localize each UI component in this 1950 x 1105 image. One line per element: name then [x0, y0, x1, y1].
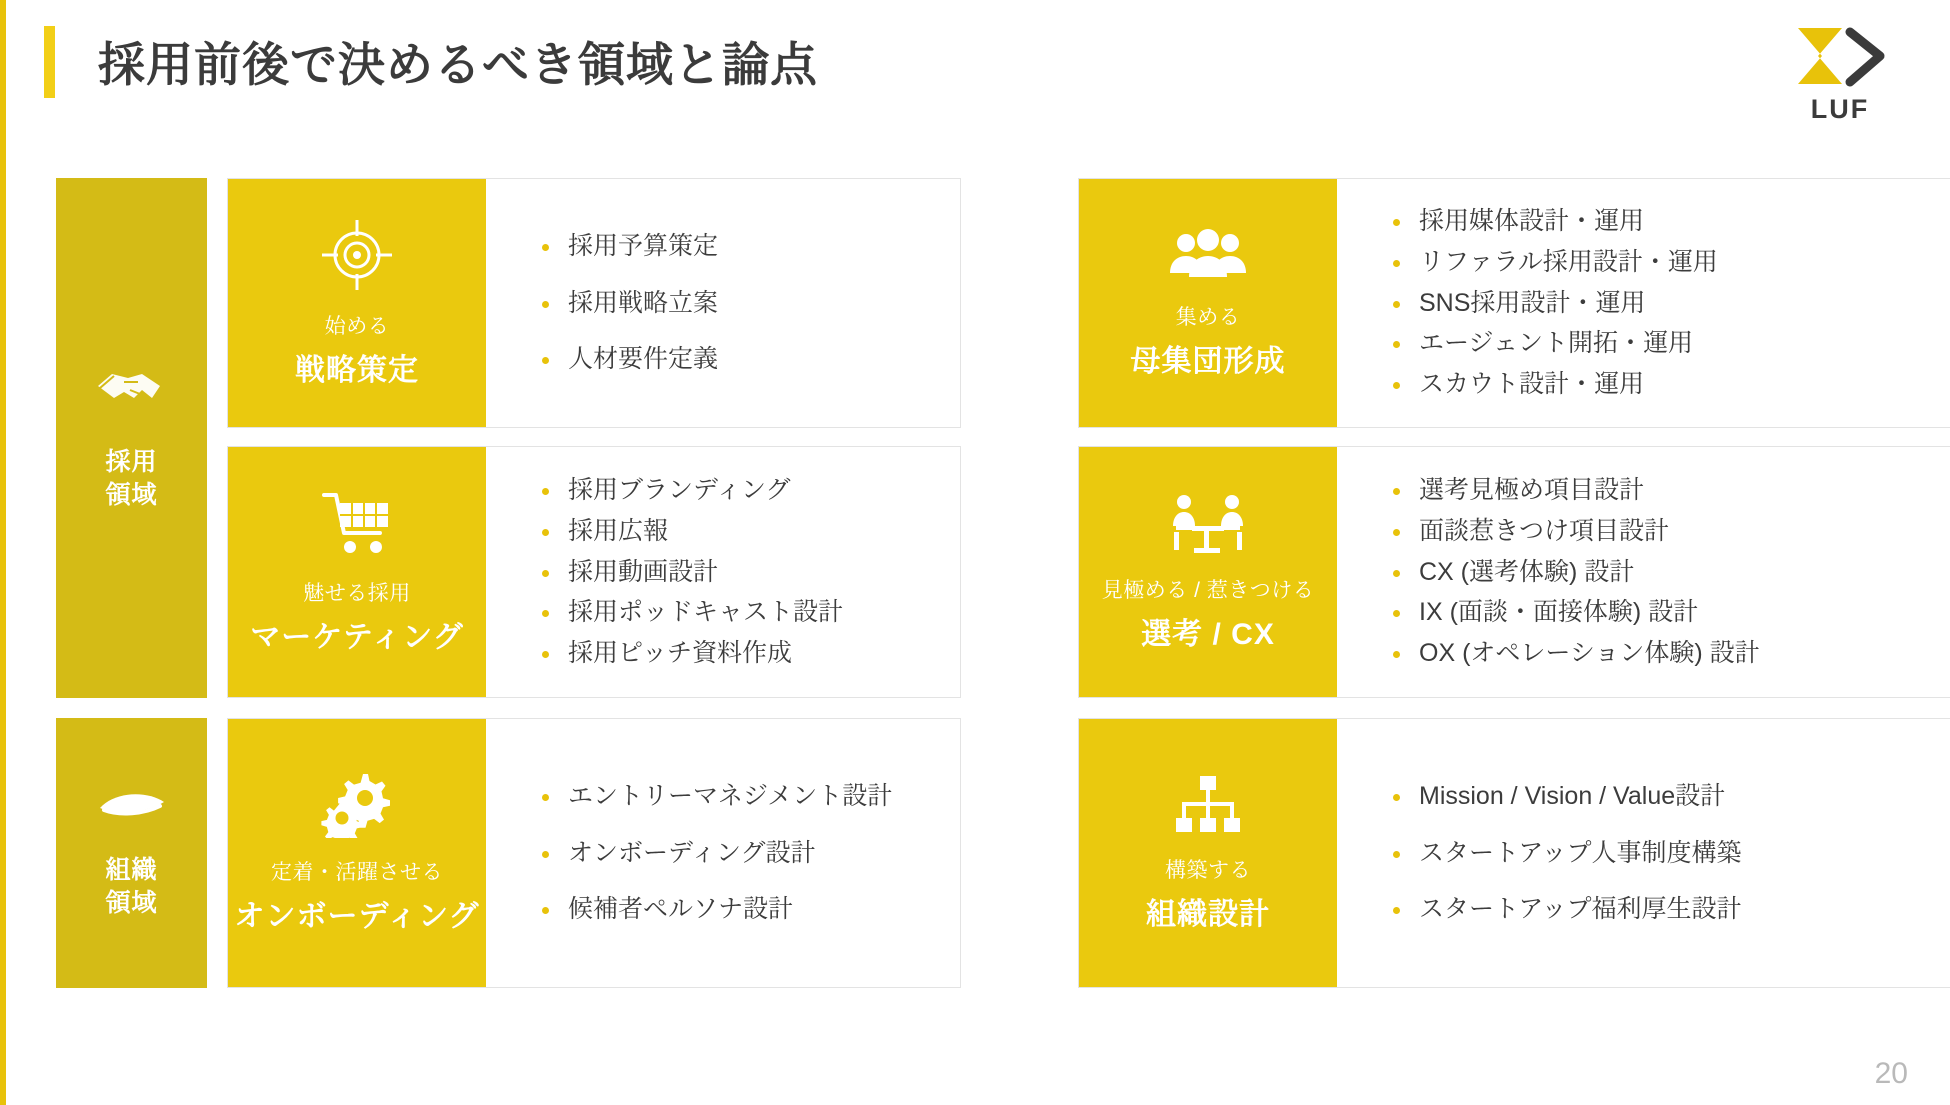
- org-chart-icon: [1172, 774, 1244, 836]
- list-item: OX (オペレーション体験) 設計: [1393, 639, 1950, 668]
- card-selection-title: 選考 / CX: [1141, 617, 1275, 651]
- list-item: 選考見極め項目設計: [1393, 476, 1950, 505]
- list-item: 採用ブランディング: [542, 476, 960, 505]
- list-item: 採用戦略立案: [542, 289, 960, 318]
- card-pool-body: [1337, 179, 1950, 427]
- card-marketing-body: [486, 447, 960, 697]
- handshake-icon: [94, 364, 170, 412]
- card-selection-subtitle: 見極める / 惹きつける: [1101, 578, 1315, 602]
- card-strategy-body: [486, 179, 960, 427]
- content-grid: [56, 178, 1906, 988]
- card-orgdesign-body: [1337, 719, 1950, 987]
- list-item: 採用ポッドキャスト設計: [542, 598, 960, 627]
- card-selection-body: [1337, 447, 1950, 697]
- list-item: 人材要件定義: [542, 345, 960, 374]
- title-accent-bar: [44, 26, 55, 98]
- card-selection-head: [1079, 447, 1337, 697]
- card-selection[interactable]: [1078, 446, 1950, 698]
- card-onboarding-title: オンボーディング: [234, 899, 480, 933]
- card-pool-title: 母集団形成: [1130, 344, 1286, 378]
- list-item: エージェント開拓・運用: [1393, 329, 1950, 358]
- people-group-icon: [1166, 227, 1250, 283]
- list-item: リファラル採用設計・運用: [1393, 248, 1950, 277]
- list-item: 採用予算策定: [542, 232, 960, 261]
- list-item: 採用広報: [542, 517, 960, 546]
- luf-logo-text: LUF: [1810, 94, 1870, 124]
- domain-label-org-text: 組織 領域: [105, 856, 158, 917]
- card-orgdesign-subtitle: 構築する: [1165, 858, 1251, 882]
- left-column: [56, 178, 961, 988]
- card-marketing-title: マーケティング: [250, 620, 464, 654]
- list-item: 採用動画設計: [542, 558, 960, 587]
- page-title: 採用前後で決めるべき領域と論点: [98, 38, 818, 91]
- card-marketing-head: [228, 447, 486, 697]
- slide-left-accent-bar: [0, 0, 6, 1105]
- card-marketing-subtitle: 魅せる採用: [303, 581, 411, 605]
- luf-logo-icon: [1784, 22, 1896, 92]
- hand-care-icon: [94, 786, 170, 820]
- domain-label-recruit-text: 採用 領域: [105, 448, 158, 509]
- card-onboarding[interactable]: [227, 718, 961, 988]
- card-onboarding-body: [486, 719, 960, 987]
- list-item: 候補者ペルソナ設計: [542, 895, 960, 924]
- target-icon: [320, 218, 394, 292]
- list-item: エントリーマネジメント設計: [542, 782, 960, 811]
- card-pool-subtitle: 集める: [1175, 305, 1241, 329]
- card-orgdesign[interactable]: [1078, 718, 1950, 988]
- card-onboarding-subtitle: 定着・活躍させる: [271, 860, 443, 884]
- list-item: スカウト設計・運用: [1393, 370, 1950, 399]
- card-marketing[interactable]: [227, 446, 961, 698]
- list-item: スタートアップ人事制度構築: [1393, 839, 1950, 868]
- card-strategy-subtitle: 始める: [324, 314, 390, 338]
- card-strategy-head: [228, 179, 486, 427]
- list-item: スタートアップ福利厚生設計: [1393, 895, 1950, 924]
- list-item: CX (選考体験) 設計: [1393, 558, 1950, 587]
- gears-icon: [319, 772, 395, 838]
- right-column: [1078, 178, 1950, 988]
- domain-label-org: [56, 718, 207, 988]
- card-onboarding-head: [228, 719, 486, 987]
- list-item: 面談惹きつけ項目設計: [1393, 517, 1950, 546]
- domain-label-recruit: [56, 178, 207, 698]
- page-number: 20: [1874, 1057, 1908, 1090]
- list-item: SNS採用設計・運用: [1393, 289, 1950, 318]
- list-item: IX (面談・面接体験) 設計: [1393, 598, 1950, 627]
- interview-icon: [1168, 492, 1248, 556]
- card-strategy-title: 戦略策定: [295, 353, 419, 387]
- list-item: Mission / Vision / Value設計: [1393, 782, 1950, 811]
- luf-logo: [1784, 22, 1896, 128]
- shopping-cart-icon: [320, 489, 394, 559]
- list-item: オンボーディング設計: [542, 839, 960, 868]
- card-orgdesign-head: [1079, 719, 1337, 987]
- list-item: 採用ピッチ資料作成: [542, 639, 960, 668]
- card-orgdesign-title: 組織設計: [1146, 897, 1270, 931]
- slide-header: [0, 0, 1950, 148]
- card-pool[interactable]: [1078, 178, 1950, 428]
- card-strategy[interactable]: [227, 178, 961, 428]
- list-item: 採用媒体設計・運用: [1393, 207, 1950, 236]
- card-pool-head: [1079, 179, 1337, 427]
